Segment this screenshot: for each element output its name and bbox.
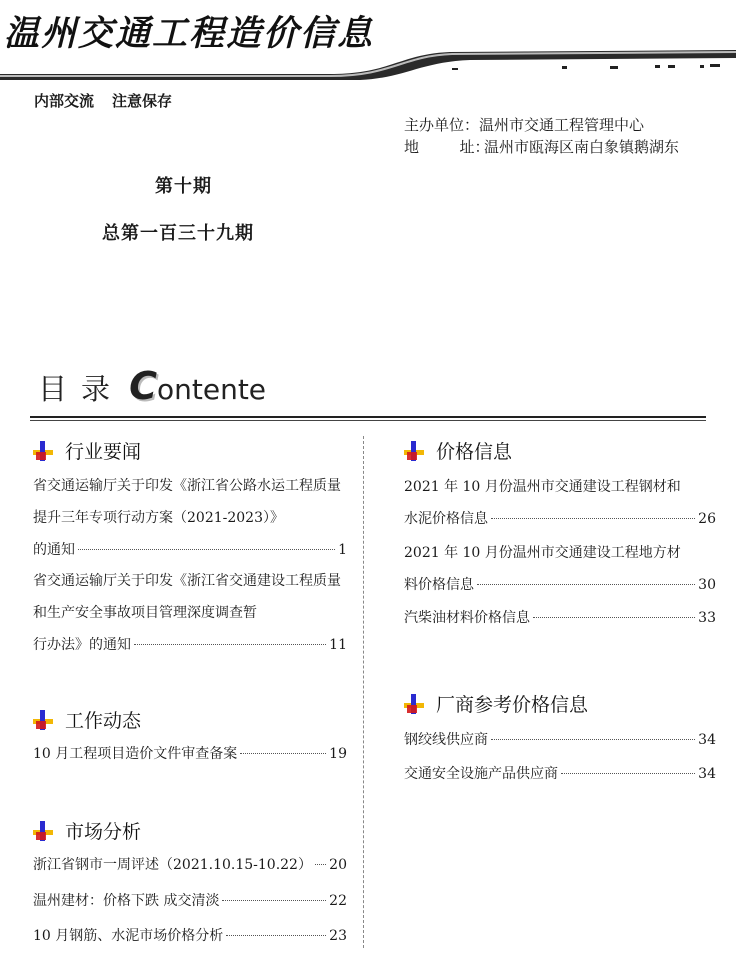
page-number: 34: [698, 732, 716, 748]
section-title: 行业要闻: [65, 441, 142, 463]
page-number: 19: [329, 746, 347, 762]
section-title: 工作动态: [65, 710, 142, 732]
issue-number: 第十期: [155, 176, 212, 197]
toc-rule-thin: [30, 420, 706, 421]
section-title: 厂商参考价格信息: [436, 694, 589, 716]
host-label: 主办单位：: [404, 116, 480, 134]
section-market-analysis: [33, 817, 141, 844]
section-work-updates: [33, 706, 141, 733]
toc-heading-en: Contente: [129, 364, 267, 408]
toc-entry[interactable]: 10 月工程项目造价文件审查备案 19: [33, 738, 347, 770]
toc-entry[interactable]: 交通安全设施产品供应商 34: [404, 758, 716, 790]
section-bullet-icon: [404, 441, 424, 461]
page-number: 33: [698, 610, 716, 626]
toc-heading-cn: 目录: [38, 372, 125, 406]
section-bullet-icon: [404, 694, 424, 714]
column-divider: [363, 436, 364, 948]
masthead-title: 温州交通工程造价信息: [4, 14, 375, 54]
section-bullet-icon: [33, 710, 53, 730]
host-value: 温州市交通工程管理中心: [479, 116, 645, 134]
notice-internal: 内部交流: [34, 92, 95, 110]
toc-rule: [30, 416, 706, 418]
toc-entry[interactable]: 省交通运输厅关于印发《浙江省公路水运工程质量提升三年专项行动方案（2021-2023）》 的通知 1: [33, 470, 347, 566]
toc-entry[interactable]: 2021 年 10 月份温州市交通建设工程地方材 料价格信息 30: [404, 537, 716, 601]
page-number: 30: [698, 577, 716, 593]
address-value: 温州市瓯海区南白象镇鹅湖东: [484, 138, 680, 156]
page-number: 22: [329, 893, 347, 909]
toc-entry[interactable]: 浙江省钢市一周评述（2021.10.15-10.22） 20: [33, 849, 347, 881]
section-vendor-prices: [404, 690, 588, 717]
toc-entry[interactable]: 省交通运输厅关于印发《浙江省交通建设工程质量和生产安全事故项目管理深度调查暂 行办法》的通知 11: [33, 565, 347, 661]
notice-keep: 注意保存: [112, 92, 173, 110]
section-title: 市场分析: [65, 821, 142, 843]
page-number: 23: [329, 928, 347, 944]
toc-entry[interactable]: 2021 年 10 月份温州市交通建设工程钢材和 水泥价格信息 26: [404, 471, 716, 535]
organizer-block: [404, 114, 679, 158]
toc-entry[interactable]: 钢绞线供应商 34: [404, 724, 716, 756]
issue-total: 总第一百三十九期: [102, 223, 254, 244]
page-number: 34: [698, 766, 716, 782]
page-number: 26: [698, 511, 716, 527]
toc-heading: [38, 364, 266, 408]
section-bullet-icon: [33, 441, 53, 461]
section-price-info: [404, 437, 512, 464]
toc-entry[interactable]: 汽柴油材料价格信息 33: [404, 602, 716, 634]
masthead-swoosh: [0, 46, 736, 86]
internal-notice: [34, 90, 172, 111]
page-number: 20: [329, 857, 347, 873]
page-number: 11: [329, 637, 347, 653]
toc-entry[interactable]: 温州建材：价格下跌 成交清淡 22: [33, 885, 347, 917]
section-bullet-icon: [33, 821, 53, 841]
toc-entry[interactable]: 10 月钢筋、水泥市场价格分析 23: [33, 920, 347, 952]
section-industry-news: [33, 437, 141, 464]
page-number: 1: [338, 542, 347, 558]
section-title: 价格信息: [436, 441, 513, 463]
address-label: 地 址：: [404, 138, 490, 156]
